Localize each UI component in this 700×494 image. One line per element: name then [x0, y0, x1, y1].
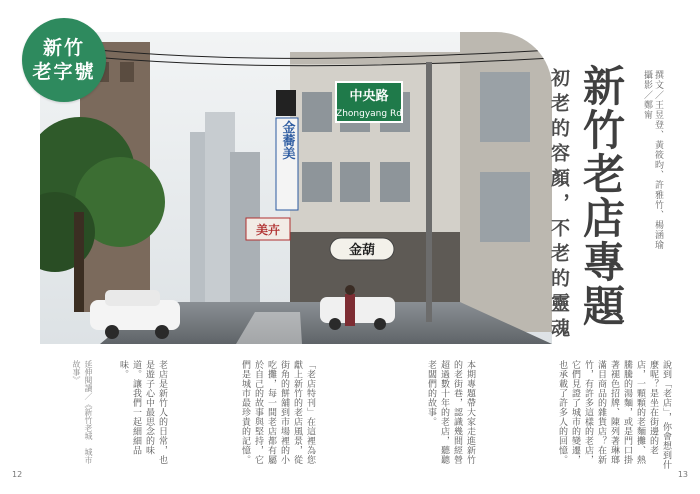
feature-title: 新竹老店專題: [577, 64, 626, 328]
feature-subtitle: 初老的容顏，不老的靈魂: [548, 68, 570, 343]
body-text-right-b: 本期專題帶大家走進新竹的老街巷，認識幾間經營超過數十年的老店，聽聽老闆們的故事。: [426, 360, 475, 465]
street-sign-en: Zhongyang Rd: [336, 109, 402, 119]
page-number-left: 12: [12, 470, 23, 479]
section-badge: [22, 18, 106, 102]
shop-sign-meihui: 美卉: [255, 223, 281, 237]
photographer-credit: 攝影／鄭甯: [642, 70, 652, 120]
badge-line-1: 新竹: [42, 37, 85, 59]
shop-sign-jinhu: 金葫: [348, 243, 376, 258]
reading-note: 延伸閱讀／《新竹老城 城市故事》: [72, 360, 93, 464]
page-number-right: 13: [677, 470, 688, 479]
street-sign-zh: 中央路: [349, 89, 389, 104]
body-text-right-a: 說到「老店」，你會想到什麼呢？是坐在街邊的老店，一顆顆的老麵攤、熱騰騰的湯麵，或是門口掛著褪色招牌、陳列著琳瑯滿目商品的雜貨店？在新竹，有許多這樣的老店，它們見證了城市的變遷，也承載了許多人的回憶。: [557, 360, 671, 470]
street-photo: [40, 32, 552, 344]
badge-line-2: 老字號: [32, 61, 96, 83]
street-scene: [40, 32, 552, 344]
vertical-shop-sign: 金蕎美: [279, 120, 295, 160]
writer-credit: 撰文／王昱登、黃筱昀、許雅竹、楊涵瑜: [653, 70, 663, 250]
body-text-left-a: 「老店特刊」在這裡為您獻上新竹的老店風景，從街角的餅舖到市場裡的小吃攤，每一間老店都有屬於自己的故事與堅持，它們是城市最珍貴的記憶。: [240, 360, 315, 465]
body-text-left-b: 老店是新竹人的日常，也是遊子心中最思念的味道。讓我們一起細細品味。: [118, 360, 167, 465]
